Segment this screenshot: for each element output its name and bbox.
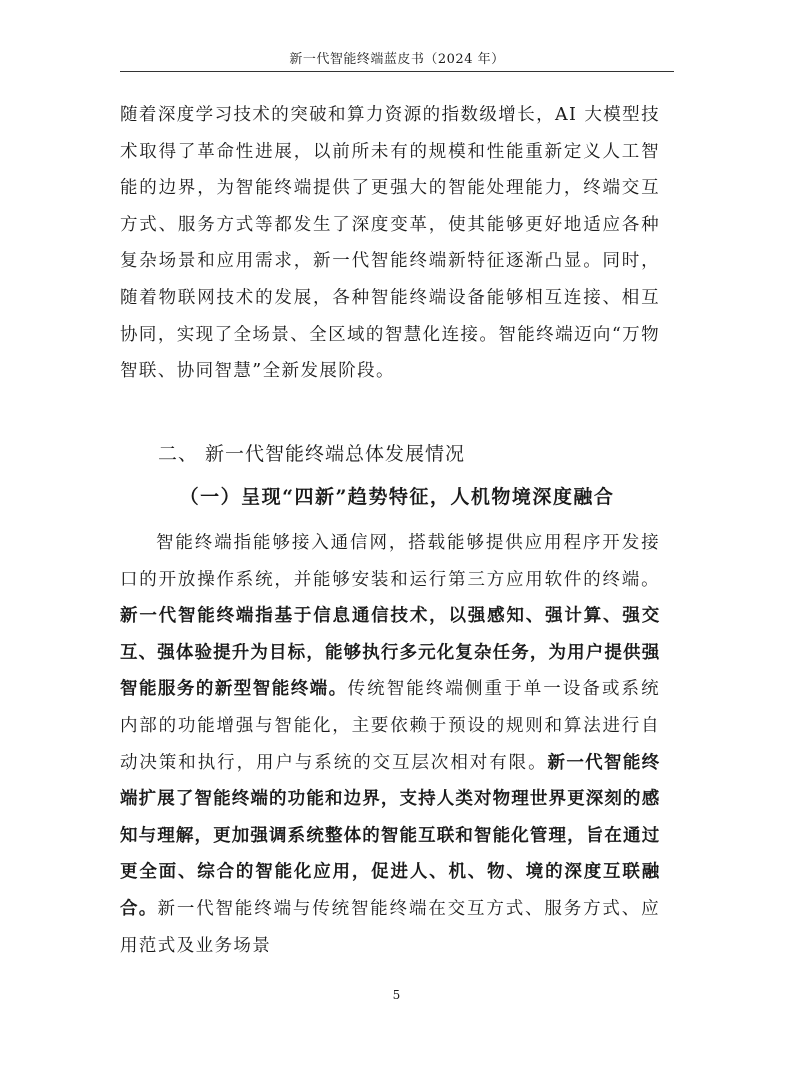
page-number: 5 (392, 988, 401, 1002)
body-paragraph-definition (120, 525, 660, 964)
paragraph-text: 新一代智能终端与传统智能终端在交互方式、服务方式、应用范式及业务场景 (120, 898, 660, 956)
subsection-heading: （一）呈现“四新”趋势特征，人机物境深度融合 (179, 486, 615, 508)
bold-expansion-text: 新一代智能终端扩展了智能终端的功能和边界，支持人类对物理世界更深刻的感知与理解，更加强调系统整体的智能互联和智能化管理，旨在通过更全面、综合的智能化应用，促进人、机、物、境的深度互联融合。 (120, 752, 660, 919)
paragraph-text: 智能终端指能够接入通信网，搭载能够提供应用程序开发接口的开放操作系统，并能够安装和运行第三方应用软件的终端。 (120, 533, 660, 590)
running-header: 新一代智能终端蓝皮书（2024 年） (289, 52, 505, 67)
body-paragraph-intro: 随着深度学习技术的突破和算力资源的指数级增长，AI 大模型技术取得了革命性进展，以前所未有的规模和性能重新定义人工智能的边界，为智能终端提供了更强大的智能处理能力，终端交互方式、服务方式等都发生了深度变革，使其能够更好地适应各种复杂场景和应用需求，新一代智能终端新特征逐渐凸显。同时，随着物联网技术的发展，各种智能终端设备能够相互连接、相互协同，实现了全场景、全区域的智慧化连接。智能终端迈向“万物智联、协同智慧”全新发展阶段。 (120, 105, 660, 382)
paragraph-text: 传统智能终端侧重于单一设备或系统内部的功能增强与智能化，主要依赖于预设的规则和算法进行自动决策和执行，用户与系统的交互层次相对有限。 (120, 679, 660, 773)
header-divider (120, 71, 674, 72)
bold-definition-text: 新一代智能终端指基于信息通信技术，以强感知、强计算、强交互、强体验提升为目标，能够执行多元化复杂任务，为用户提供强智能服务的新型智能终端。 (120, 606, 660, 700)
section-heading: 二、 新一代智能终端总体发展情况 (158, 443, 466, 465)
